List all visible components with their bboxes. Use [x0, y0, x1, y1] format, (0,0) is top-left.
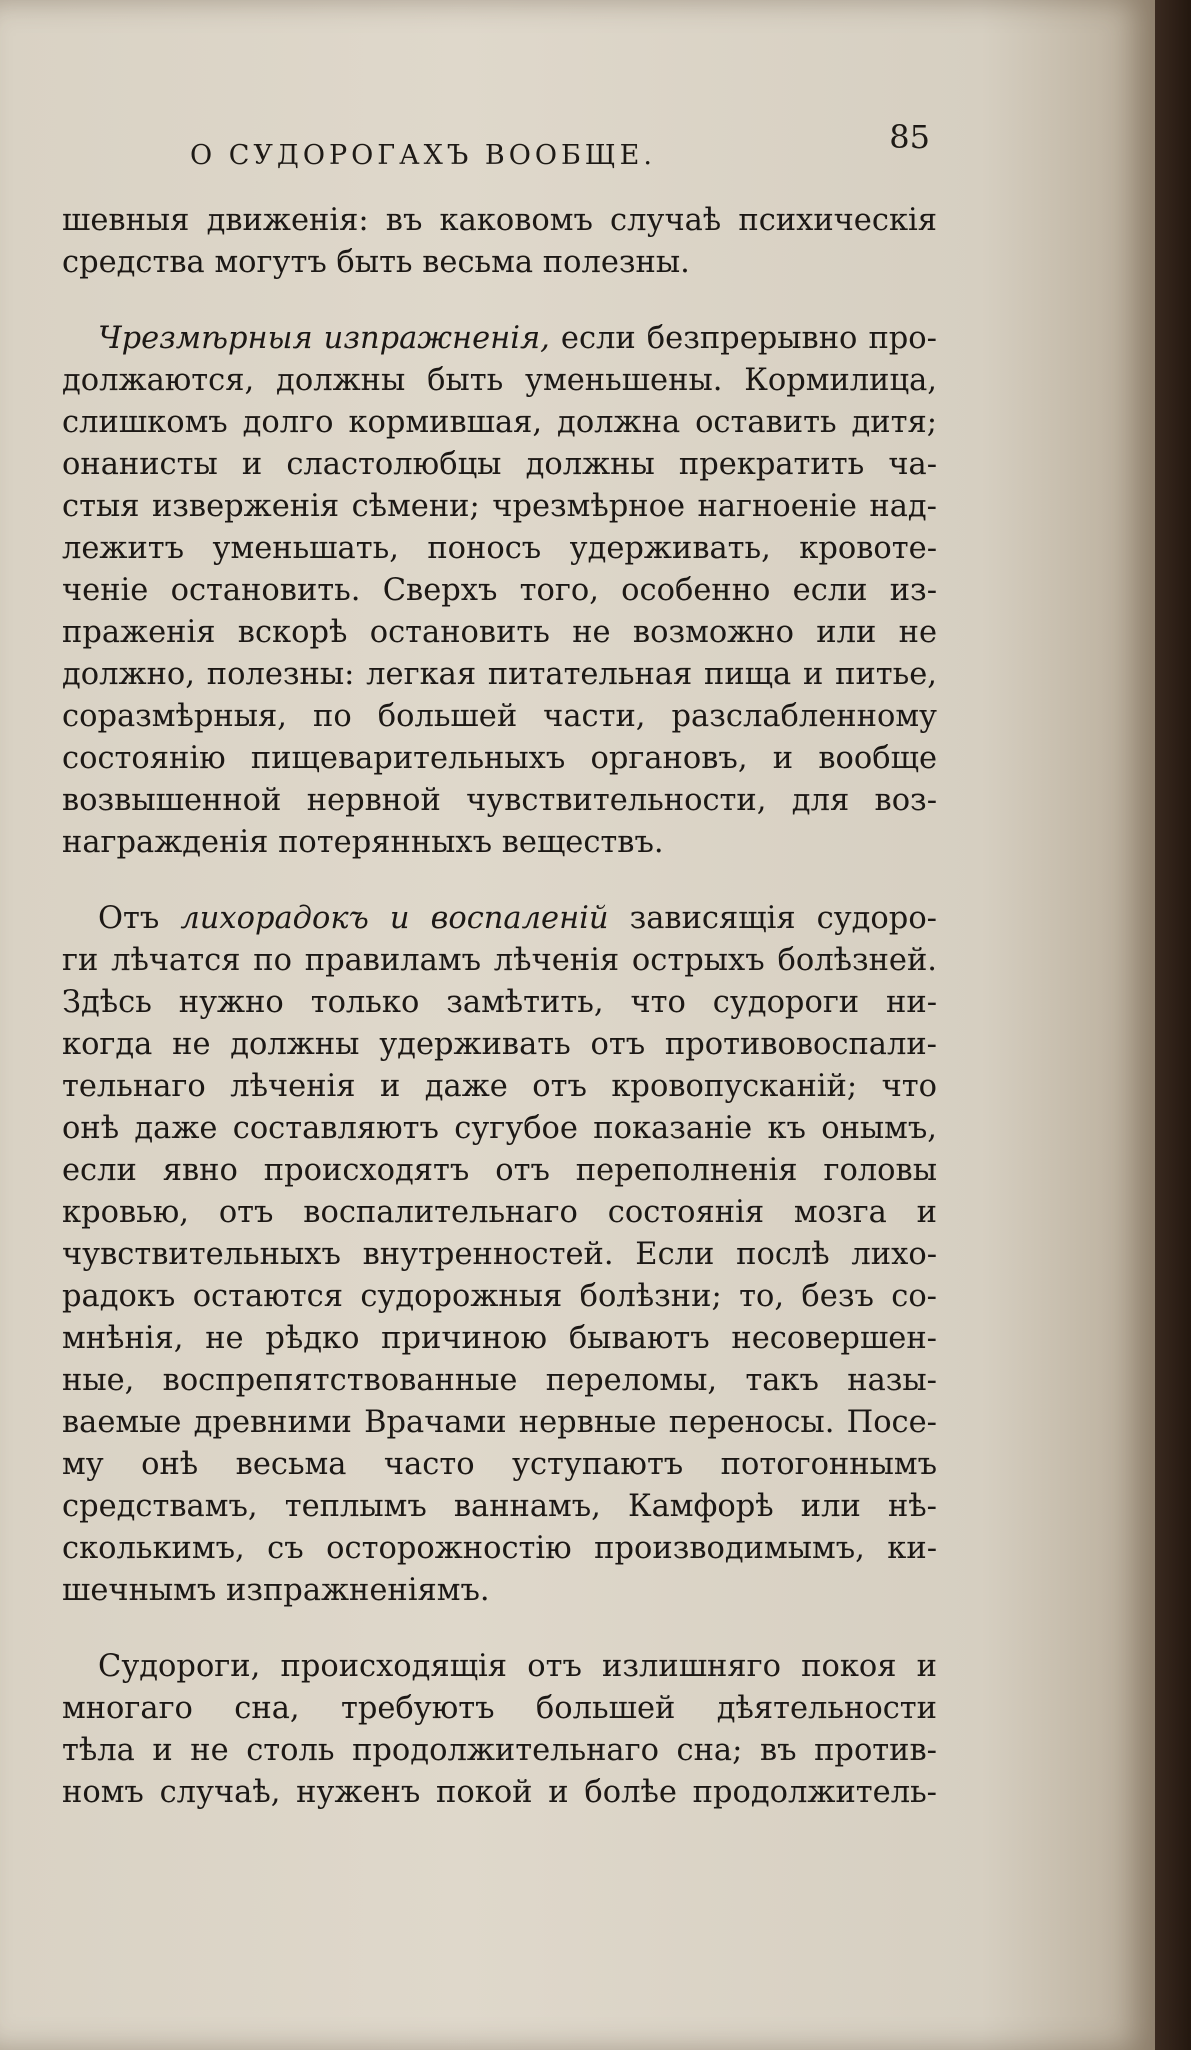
running-title: О СУДОРОГАХЪ ВООБЩЕ.	[190, 140, 656, 171]
text-line: онѣ даже составляютъ сугубое показаніе къ онымъ,	[62, 1111, 937, 1146]
text-line: когда не должны удерживать отъ противовоспали-	[62, 1027, 937, 1062]
text-line: ваемые древними Врачами нервные переносы. Посе-	[62, 1405, 937, 1440]
page-header	[190, 118, 930, 200]
text-line: ченіе остановить. Сверхъ того, особенно если из-	[62, 573, 937, 608]
text-line: ги лѣчатся по правиламъ лѣченія острыхъ болѣзней.	[62, 943, 937, 978]
text-fragment: зависящія судоро-	[608, 901, 937, 936]
text-line: тельнаго лѣченія и даже отъ кровопусканій; что	[62, 1069, 937, 1104]
text-line	[62, 318, 937, 360]
paragraph-2	[62, 318, 937, 864]
text-line: Здѣсь нужно только замѣтить, что судороги ни-	[62, 985, 937, 1020]
text-line: кровью, отъ воспалительнаго состоянія мозга и	[62, 1195, 937, 1230]
text-line: лежитъ уменьшать, поносъ удерживать, кровоте-	[62, 531, 937, 566]
body-text	[62, 200, 937, 1848]
text-line: шевныя движенія: въ каковомъ случаѣ психическія	[62, 203, 937, 238]
text-line: Судороги, происходящія отъ излишняго покоя и	[98, 1649, 937, 1684]
text-line: слишкомъ долго кормившая, должна оставить дитя;	[62, 405, 937, 440]
text-line: праженія вскорѣ остановить не возможно или не	[62, 615, 937, 650]
text-line: радокъ остаются судорожныя болѣзни; то, безъ со-	[62, 1279, 937, 1314]
text-line: ные, воспрепятствованные переломы, такъ назы-	[62, 1363, 937, 1398]
text-line: если явно происходятъ отъ переполненія головы	[62, 1153, 937, 1188]
text-line: му онѣ весьма часто уступаютъ потогоннымъ	[62, 1447, 937, 1482]
text-line: шечнымъ изпражненіямъ.	[62, 1573, 490, 1608]
text-line: тѣла и не столь продолжительнаго сна; въ против-	[62, 1733, 937, 1768]
paragraph-1	[62, 200, 937, 284]
text-line: стыя изверженія сѣмени; чрезмѣрное нагноеніе над-	[62, 489, 937, 524]
text-line: возвышенной нервной чувствительности, для воз-	[62, 783, 937, 818]
paragraph-3	[62, 898, 937, 1612]
paragraph-4	[62, 1646, 937, 1814]
text-line: сколькимъ, съ осторожностію производимымъ, ки-	[62, 1531, 937, 1566]
emphasis-text: Чрезмѣрныя изпражненія,	[98, 321, 550, 356]
text-line: соразмѣрныя, по большей части, разслабленному	[62, 699, 937, 734]
text-line	[62, 898, 937, 940]
text-fragment: Отъ	[98, 901, 181, 936]
text-fragment: если безпрерывно про-	[549, 321, 937, 356]
text-line: онанисты и сластолюбцы должны прекратить ча-	[62, 447, 937, 482]
text-line: состоянію пищеварительныхъ органовъ, и вообще	[62, 741, 937, 776]
text-line: номъ случаѣ, нуженъ покой и болѣе продолжитель-	[62, 1775, 937, 1810]
text-line: награжденія потерянныхъ веществъ.	[62, 825, 664, 860]
book-spine	[1155, 0, 1191, 2050]
text-line: чувствительныхъ внутренностей. Если послѣ лихо-	[62, 1237, 937, 1272]
text-line: многаго сна, требуютъ большей дѣятельности	[62, 1691, 937, 1726]
text-line: средства могутъ быть весьма полезны.	[62, 245, 690, 280]
emphasis-text: лихорадокъ и воспаленій	[180, 901, 609, 936]
text-line: мнѣнія, не рѣдко причиною бываютъ несовершен-	[62, 1321, 937, 1356]
text-line: должно, полезны: легкая питательная пища и питье,	[62, 657, 937, 692]
text-line: средствамъ, теплымъ ваннамъ, Камфорѣ или нѣ-	[62, 1489, 937, 1524]
text-line: должаются, должны быть уменьшены. Кормилица,	[62, 363, 937, 398]
page-number: 85	[889, 118, 930, 156]
